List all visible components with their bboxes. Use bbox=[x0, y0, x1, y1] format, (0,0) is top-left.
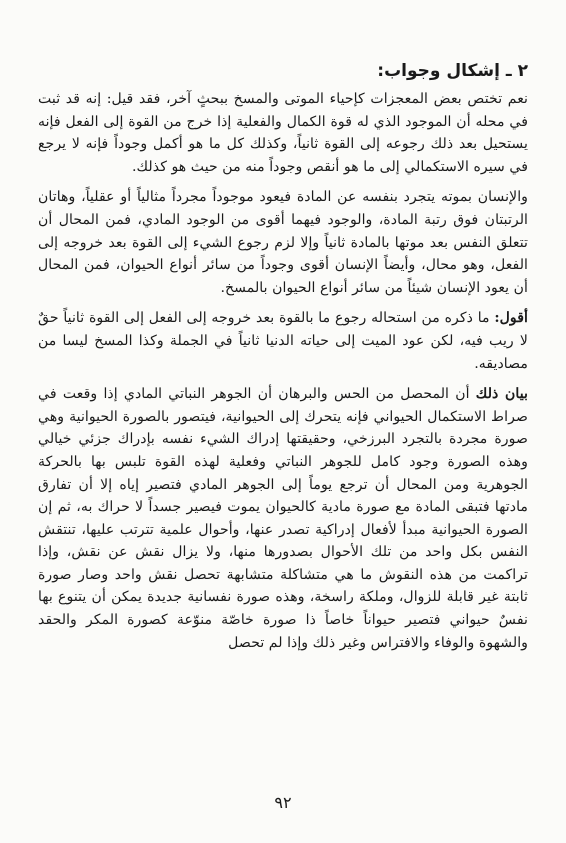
paragraph-4-text: أن المحصل من الحس والبرهان أن الجوهر النباتي المادي إذا وقعت في صراط الاستكمال الحيواني فإنه يتحرك إلى الحيوانية، فيتصور بالصورة الحيوانية وهي صورة مجردة بالتجرد البرزخي، وحقيقتها إدراك الشيء نفسه بإدراك جزئي خيالي وهذه الصورة وجود كامل للجوهر النباتي وفعلية لهذه القوة تلبس بها بالحركة الجوهرية ومن المحال أن ترجع يوماً إلى الجوهر المادي فتصير إياه إلا أن تفارق مادتها فتبقى المادة مع صورة مادية كالحيوان يموت فيصير جسداً لا حراك به، ثم إن الصورة الحيوانية مبدأ لأفعال إدراكية تصدر عنها، وأحوال علمية تترتب عليها، تنتقش النفس بكل واحد من تلك الأحوال بصدورها منها، ولا يزال نقش عن نقش، وإذا تراكمت من هذه النقوش ما هي متشاكلة متشابهة تحصل نقش واحد وصار صورة ثابتة غير قابلة للزوال، وملكة راسخة، وهذه صورة نفسانية جديدة يمكن أن يتنوع بها نفسٌ حيواني فتصير حيواناً خاصاً ذا صورة خاصّة منوّعة كصورة المكر والحقد والشهوة والوفاء والافتراس وغير ذلك وإذا لم تحصل bbox=[38, 386, 528, 651]
paragraph-4 bbox=[38, 383, 528, 654]
paragraph-3 bbox=[38, 307, 528, 375]
paragraph-1: نعم تختص بعض المعجزات كإحياء الموتى والمسخ ببحثٍ آخر، فقد قيل: إنه قد ثبت في محله أن الموجود الذي له قوة الكمال والفعلية إذا خرج من القوة إلى الفعل فإنه يستحيل بعد ذلك رجوعه إلى القوة ثانياً، وكذلك كل ما هو أكمل وجوداً فإنه لا يرجع في سيره الاستكمالي إلى ما هو أنقص وجوداً منه من حيث هو كذلك. bbox=[38, 91, 528, 175]
page-number: ٩٢ bbox=[274, 793, 292, 812]
paragraph-3-lead: أقول: bbox=[494, 310, 528, 327]
paragraph-4-lead: بيان ذلك bbox=[475, 386, 528, 403]
section-heading: ٢ ـ إشكال وجواب: bbox=[377, 61, 528, 81]
paragraph-2: والإنسان بموته يتجرد بنفسه عن المادة فيعود موجوداً مجرداً مثالياً أو عقلياً، وهاتان الرتبتان فوق رتبة المادة، والوجود فيهما أقوى من الوجود المادي، فمن المحال أن تتعلق النفس بعد موتها بالمادة ثانياً وإلا لزم رجوع الشيء إلى القوة بعد خروجه إلى الفعل، وهو محال، وأيضاً الإنسان أقوى وجوداً من سائر أنواع الحيوان، فمن المحال أن يعود الإنسان شيئاً من سائر أنواع الحيوان بالمسخ. bbox=[38, 189, 528, 296]
paragraph-3-text: ما ذكره من استحاله رجوع ما بالقوة بعد خروجه إلى الفعل إلى القوة ثانياً حقٌ لا ريب فيه، لكن عود الميت إلى حياته الدنيا ثانياً في الجملة وكذا المسخ ليسا من مصاديقه. bbox=[38, 310, 528, 372]
page-body bbox=[38, 58, 528, 654]
